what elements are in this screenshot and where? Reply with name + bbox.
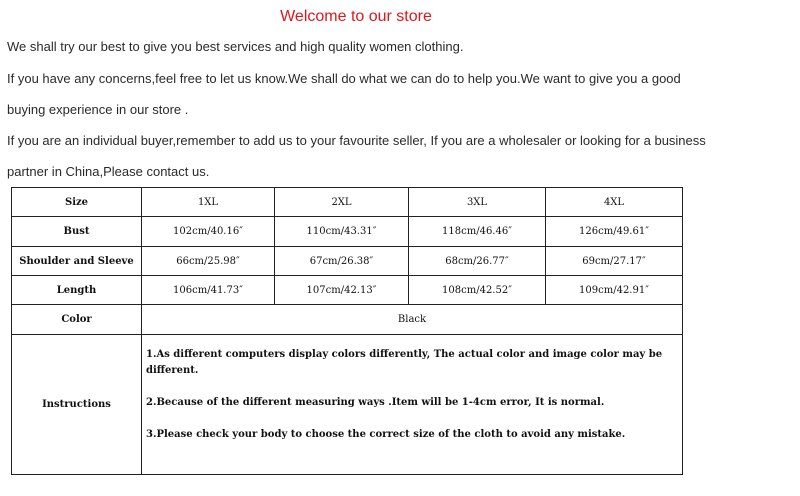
row-label-length: Length <box>12 276 142 305</box>
table-cell: 109cm/42.91″ <box>546 276 683 305</box>
table-cell: 69cm/27.17″ <box>546 247 683 276</box>
size-header-label: Size <box>12 188 142 217</box>
instructions-cell <box>142 335 683 475</box>
table-cell: 107cm/42.13″ <box>275 276 409 305</box>
table-cell: 102cm/40.16″ <box>142 217 275 247</box>
size-col-4xl: 4XL <box>546 188 683 217</box>
color-value: Black <box>142 305 683 335</box>
row-label-instructions: Instructions <box>12 335 142 475</box>
table-cell: 126cm/49.61″ <box>546 217 683 247</box>
instruction-item-1: 1.As different computers display colors differently, The actual color and image color may be different. <box>146 349 663 376</box>
intro-line-4: If you are an individual buyer,remember to add us to your favourite seller, If you are a wholesaler or looking for a business <box>7 133 706 148</box>
row-label-bust: Bust <box>12 217 142 247</box>
color-row <box>12 305 683 335</box>
table-cell: 108cm/42.52″ <box>409 276 546 305</box>
intro-line-2: If you have any concerns,feel free to let us know.We shall do what we can do to help you.We want to give you a good <box>7 71 681 86</box>
intro-line-5: partner in China,Please contact us. <box>7 164 210 179</box>
size-col-2xl: 2XL <box>275 188 409 217</box>
table-row <box>12 217 683 247</box>
instructions-row <box>12 335 683 475</box>
table-cell: 110cm/43.31″ <box>275 217 409 247</box>
table-cell: 66cm/25.98″ <box>142 247 275 276</box>
size-col-1xl: 1XL <box>142 188 275 217</box>
table-cell: 106cm/41.73″ <box>142 276 275 305</box>
intro-line-1: We shall try our best to give you best services and high quality women clothing. <box>7 39 464 54</box>
table-row <box>12 276 683 305</box>
intro-line-3: buying experience in our store . <box>7 102 189 117</box>
table-row <box>12 247 683 276</box>
table-cell: 67cm/26.38″ <box>275 247 409 276</box>
row-label-shoulder-sleeve: Shoulder and Sleeve <box>12 247 142 276</box>
row-label-color: Color <box>12 305 142 335</box>
store-welcome-title: Welcome to our store <box>280 8 432 25</box>
table-cell: 118cm/46.46″ <box>409 217 546 247</box>
size-header-row <box>12 188 683 217</box>
size-col-3xl: 3XL <box>409 188 546 217</box>
size-chart-table <box>11 187 683 475</box>
table-cell: 68cm/26.77″ <box>409 247 546 276</box>
instruction-item-3: 3.Please check your body to choose the correct size of the cloth to avoid any mistake. <box>146 429 626 440</box>
instruction-item-2: 2.Because of the different measuring ways .Item will be 1-4cm error, It is normal. <box>146 397 605 408</box>
